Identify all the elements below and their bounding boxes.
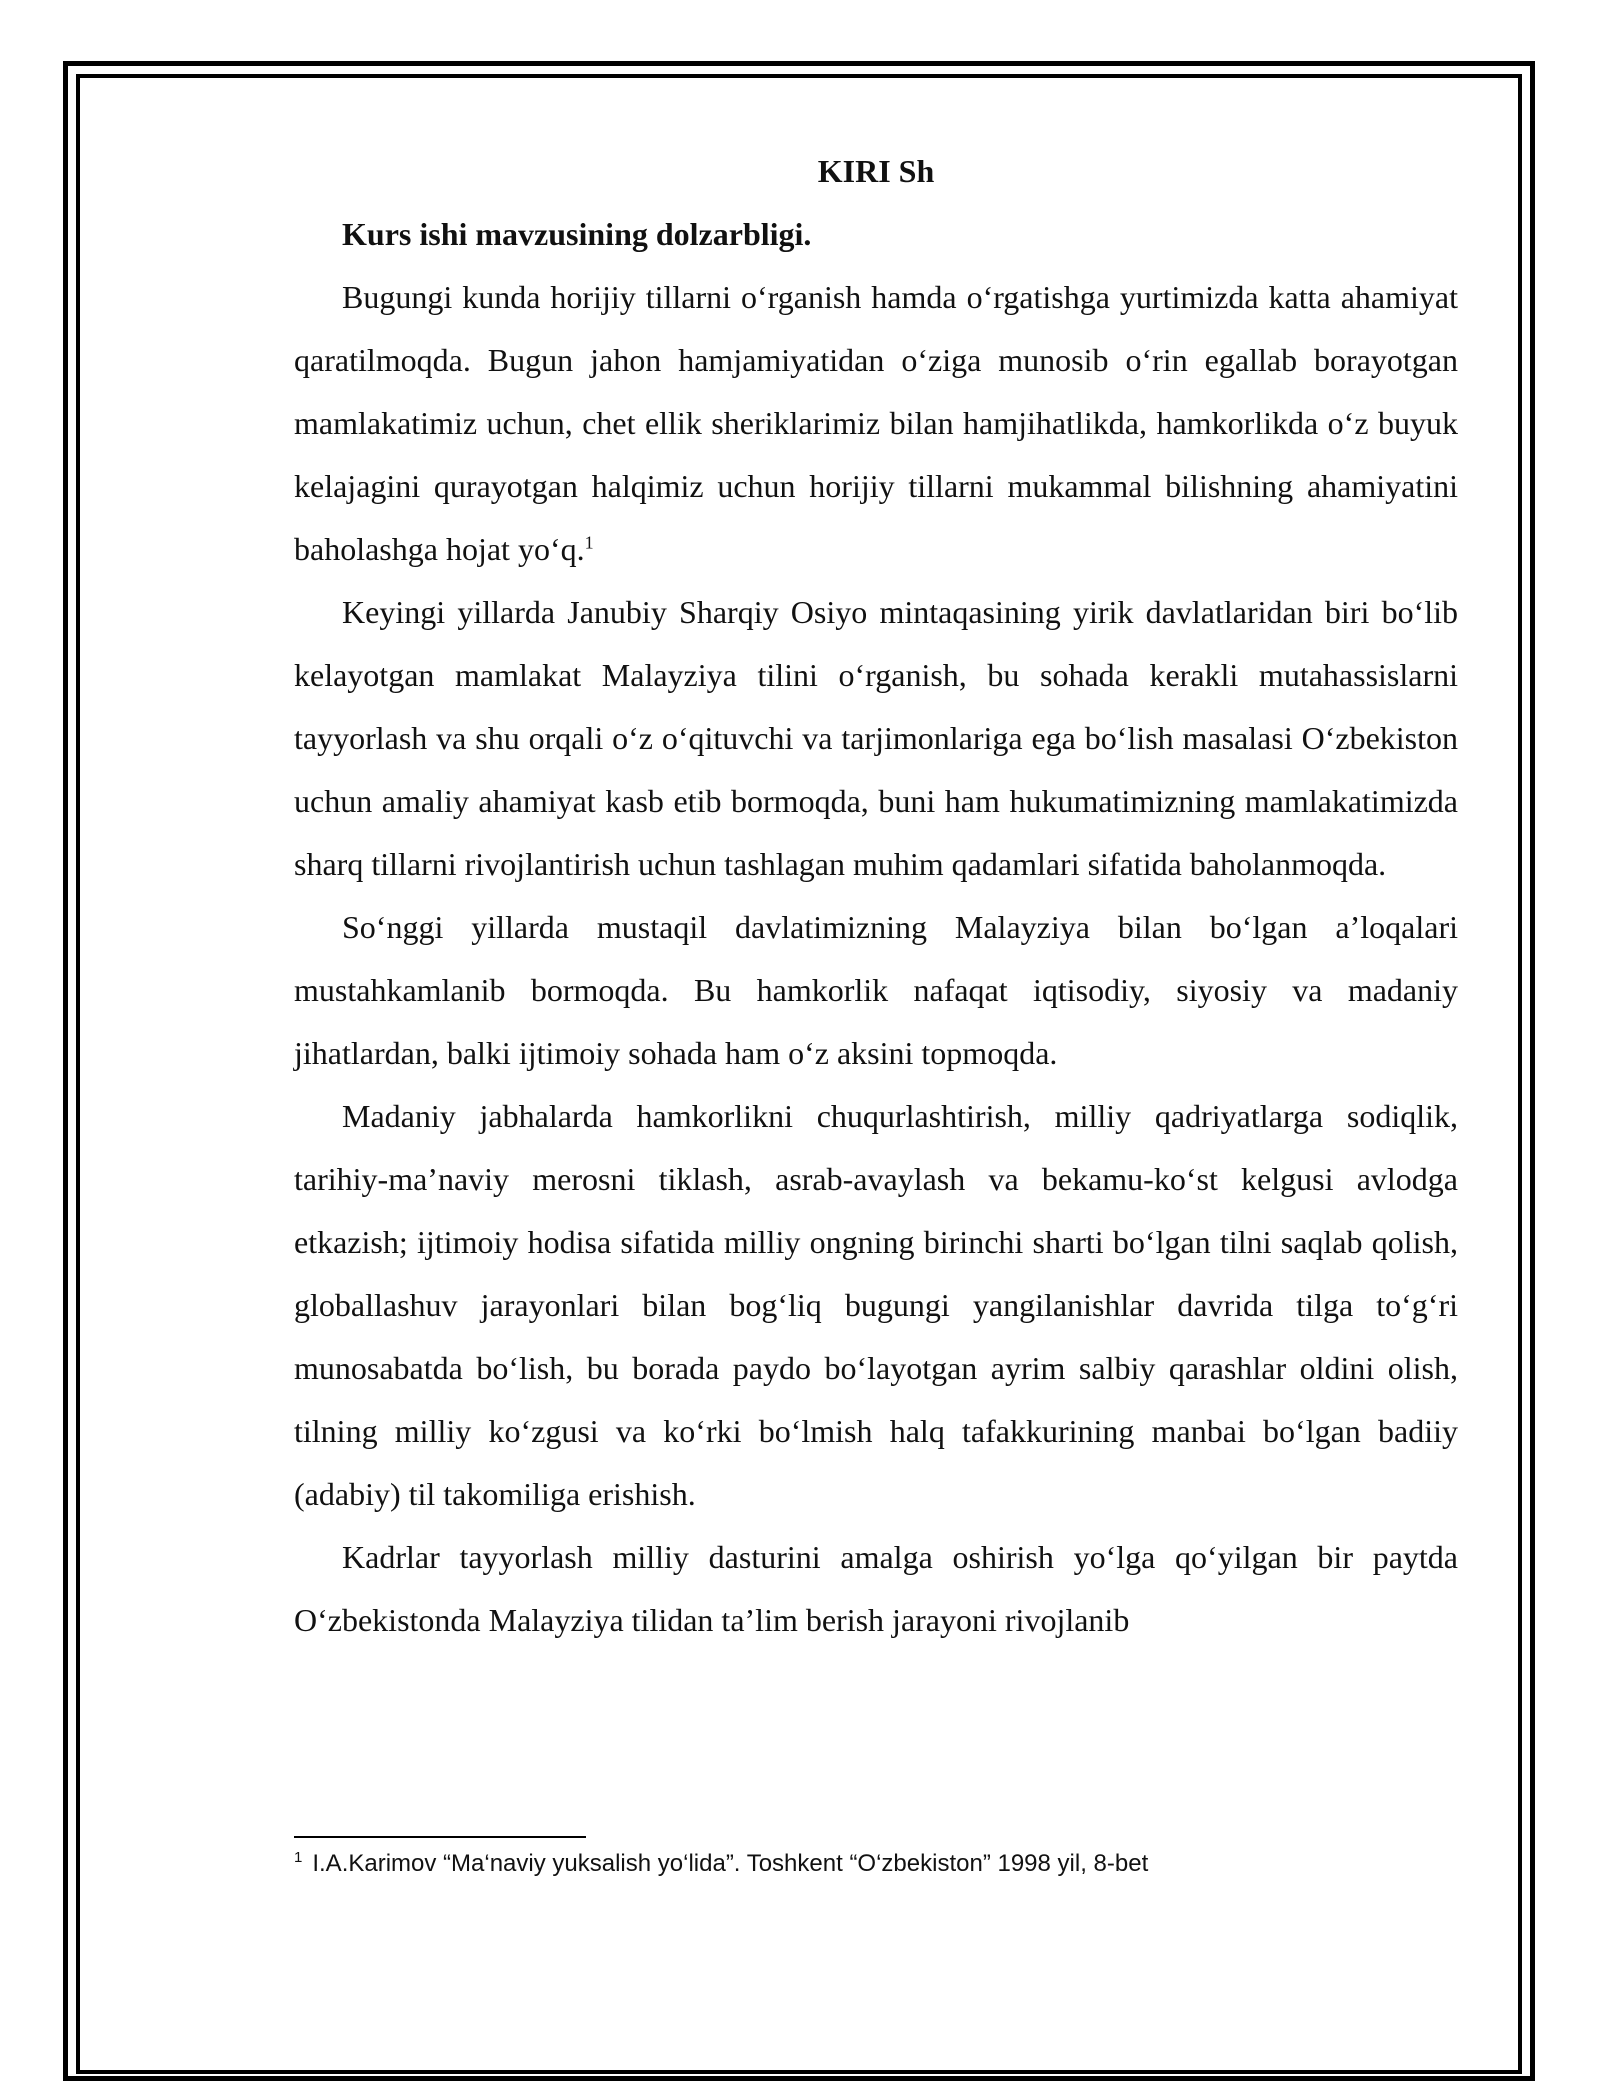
paragraph-text: So‘nggi yillarda mustaqil davlatimizning Malayziya bilan bo‘lgan a’loqalari mustahkamlanib bormoqda. Bu hamkorlik nafaqat iqtisodiy, siyosiy va madaniy jihatlardan, balki ijtimoiy sohada ham o‘z aksini topmoqda. [294,909,1458,1071]
footnote-text: I.A.Karimov “Ma‘naviy yuksalish yo‘lida”. Toshkent “O‘zbekiston” 1998 yil, 8-bet [312,1850,1149,1877]
paragraph-text: Madaniy jabhalarda hamkorlikni chuqurlashtirish, milliy qadriyatlarga sodiqlik, tarihiy-ma’naviy merosni tiklash, asrab-avaylash va bekamu-ko‘st kelgusi avlodga etkazish; ijtimoiy hodisa sifatida milliy ongning birinchi sharti bo‘lgan tilni saqlab qolish, globallashuv jarayonlari bilan bog‘liq bugungi yangilanishlar davrida tilga to‘g‘ri munosabatda bo‘lish, bu borada paydo bo‘layotgan ayrim salbiy qarashlar oldini olish, tilning milliy ko‘zgusi va ko‘rki bo‘lmish halq tafakkurining manbai bo‘lgan badiiy (adabiy) til takomiliga erishish. [294,1098,1458,1512]
footnote-separator [294,1836,586,1838]
paragraph-5 [294,1526,1458,1652]
page-title: KIRI Sh [817,153,935,189]
document-body [294,140,1458,1652]
footnote [294,1848,1458,1880]
paragraph-1 [294,266,1458,581]
paragraph-3 [294,896,1458,1085]
paragraph-text: Keyingi yillarda Janubiy Sharqiy Osiyo mintaqasining yirik davlatlaridan biri bo‘lib kelayotgan mamlakat Malayziya tilini o‘rganish, bu sohada kerakli mutahassislarni tayyorlash va shu orqali o‘z o‘qituvchi va tarjimonlariga ega bo‘lish masalasi O‘zbekiston uchun amaliy ahamiyat kasb etib bormoqda, buni ham hukumatimizning mamlakatimizda sharq tillarni rivojlantirish uchun tashlagan muhim qadamlari sifatida baholanmoqda. [294,594,1458,882]
footnote-number: 1 [294,1849,303,1866]
footnote-reference[interactable]: 1 [584,532,594,553]
section-subtitle: Kurs ishi mavzusining dolzarbligi. [342,216,812,252]
paragraph-text: Kadrlar tayyorlash milliy dasturini amalga oshirish yo‘lga qo‘yilgan bir paytda O‘zbekistonda Malayziya tilidan ta’lim berish jarayoni rivojlanib [294,1539,1458,1638]
paragraph-text: Bugungi kunda horijiy tillarni o‘rganish hamda o‘rgatishga yurtimizda katta ahamiyat qaratilmoqda. Bugun jahon hamjamiyatidan o‘ziga munosib o‘rin egallab borayotgan mamlakatimiz uchun, chet ellik sheriklarimiz bilan hamjihatlikda, hamkorlikda o‘z buyuk kelajagini qurayotgan halqimiz uchun horijiy tillarni mukammal bilishning ahamiyatini baholashga hojat yo‘q. [294,279,1458,567]
paragraph-2 [294,581,1458,896]
paragraph-4 [294,1085,1458,1526]
